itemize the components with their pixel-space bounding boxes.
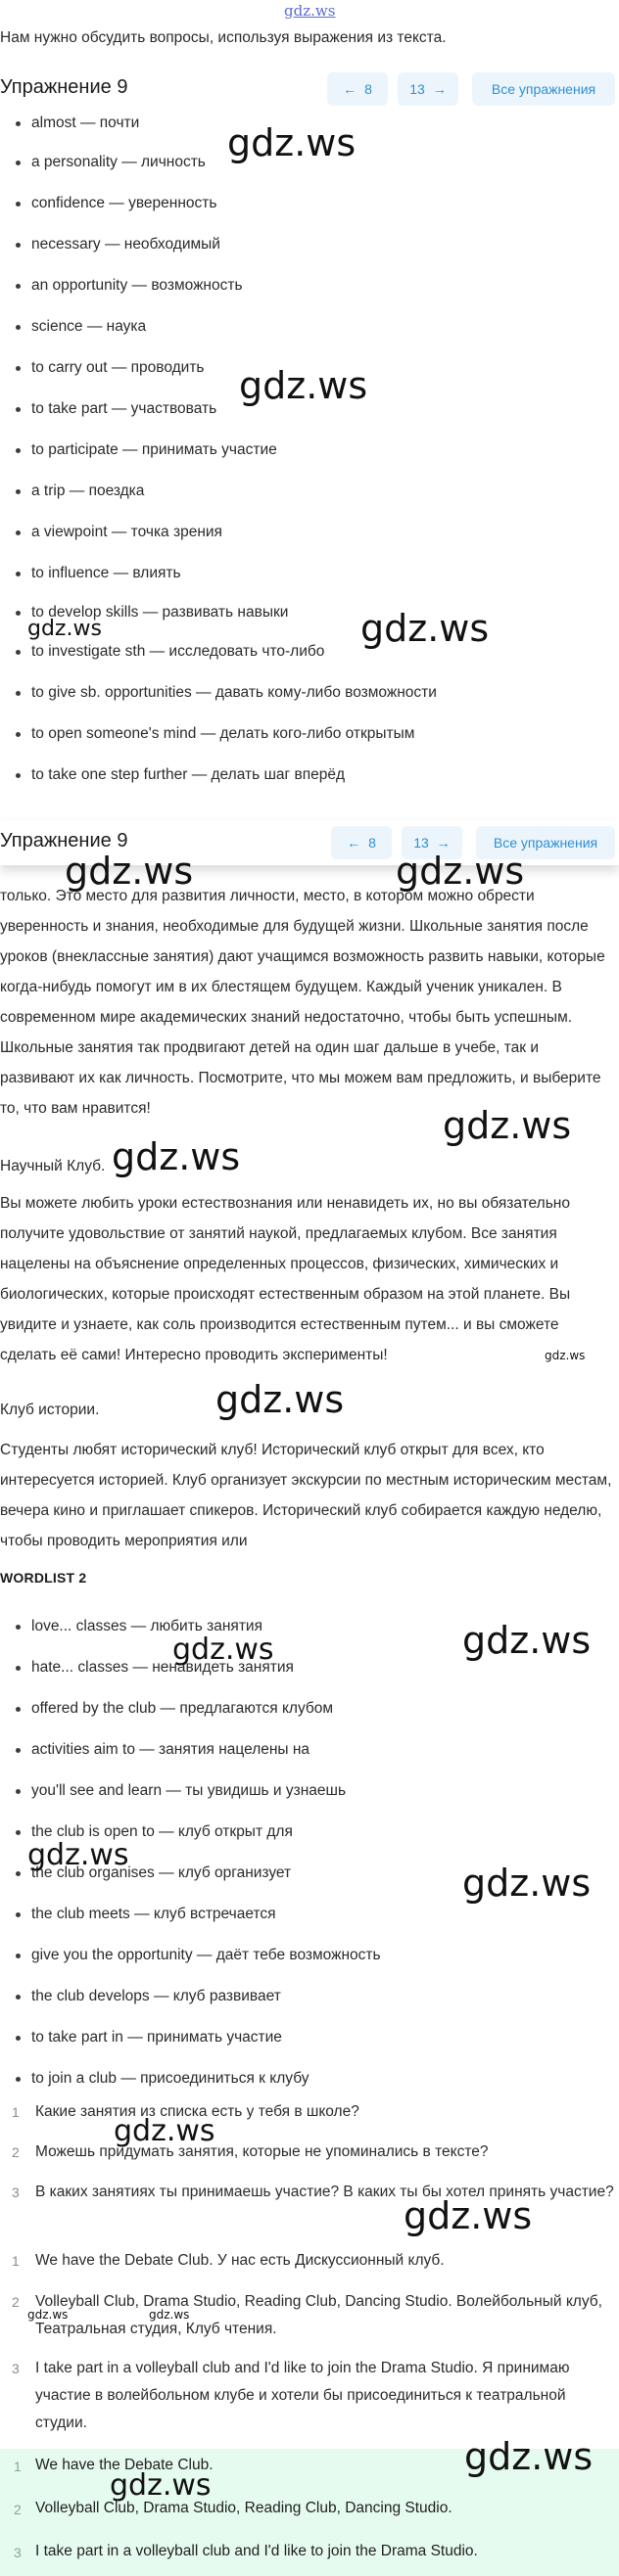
watermark: gdz.ws: [27, 617, 102, 641]
list-item: the club is open to — клуб открыт для: [0, 1822, 293, 1842]
watermark: gdz.ws: [112, 1135, 241, 1178]
list-item: hate... classes — ненавидеть занятия: [0, 1658, 294, 1678]
list-item: to influence — влиять: [0, 564, 181, 583]
text-paragraph: только. Это место для развития личности, место, в котором можно обрести уверенность и знания, необходимые для будущей жизни. Школьные занятия после уроков (внеклассные занятия) дают учащимся возможность развить навыки, которые когда-нибудь помогут им в их блестящем будущем. Каждый ученик уникален. В современном мире академических знаний недостаточно, чтобы быть успешным. Школьные занятия так продвигают детей на один шаг дальше в учебе, так и развивают их как личность. Посмотрите, что мы можем вам предложить, и выберите то, что вам нравится!: [0, 888, 605, 1117]
arrow-right-icon: →: [432, 81, 447, 97]
list-item: necessary — необходимый: [0, 235, 220, 254]
list-item: a trip — поездка: [0, 482, 144, 501]
watermark: gdz.ws: [462, 1619, 592, 1662]
next-exercise-button[interactable]: 13 →: [398, 72, 458, 106]
watermark: gdz.ws: [27, 1838, 129, 1872]
list-item: an opportunity — возможность: [0, 276, 243, 296]
list-item: the club organises — клуб организует: [0, 1863, 291, 1883]
list-item: to investigate sth — исследовать что-либо: [0, 642, 324, 662]
list-item: to develop skills — развивать навыки: [0, 603, 288, 622]
list-item: a personality — личность: [0, 153, 206, 172]
watermark: gdz.ws: [114, 2114, 215, 2148]
list-item: you'll see and learn — ты увидишь и узнаешь: [0, 1781, 346, 1801]
list-item: to open someone's mind — делать кого-либо открытым: [0, 724, 414, 744]
watermark: gdz.ws: [27, 2308, 69, 2322]
list-item: the club develops — клуб развивает: [0, 1987, 281, 2006]
list-item: confidence — уверенность: [0, 194, 216, 213]
all-exercises-button[interactable]: Все упражнения: [476, 826, 615, 859]
list-item: to join a club — присоединиться к клубу: [0, 2069, 309, 2089]
watermark: gdz.ws: [464, 2435, 594, 2478]
watermark: gdz.ws: [545, 1349, 586, 1362]
section-heading-science: Научный Клуб.: [0, 1158, 106, 1174]
answer-translation-item: 2 Volleyball Club, Drama Studio, Reading Club, Dancing Studio. Волейбольный клуб, Театральная студия, Клуб чтения.: [12, 2293, 602, 2337]
list-item: to participate — принимать участие: [0, 440, 277, 460]
intro-text: Нам нужно обсудить вопросы, используя выражения из текста.: [0, 29, 447, 46]
list-item: offered by the club — предлагаются клубом: [0, 1699, 333, 1719]
watermark: gdz.ws: [462, 1862, 592, 1905]
arrow-left-icon: ←: [347, 835, 361, 851]
prev-exercise-button[interactable]: ← 8: [331, 826, 392, 859]
list-item: love... classes — любить занятия: [0, 1617, 262, 1636]
prev-exercise-button[interactable]: ← 8: [327, 72, 388, 106]
all-exercises-button[interactable]: Все упражнения: [472, 72, 615, 106]
text-paragraph: Вы можете любить уроки естествознания или ненавидеть их, но вы обязательно получите удовольствие от занятий наукой, предлагаемых клубом. Все занятия нацелены на объяснение определенных процессов, физических, химических и биологических, которые происходят естественным образом на этой планете. Вы увидите и узнаете, как соль производится естественным путем... и вы сможете сделать её сами! Интересно проводить эксперименты!: [0, 1195, 571, 1363]
watermark: gdz.ws: [149, 2308, 190, 2322]
list-item: to give sb. opportunities — давать кому-либо возможности: [0, 683, 437, 703]
watermark: gdz.ws: [239, 364, 368, 407]
watermark: gdz.ws: [172, 1633, 274, 1667]
watermark: gdz.ws: [65, 850, 194, 893]
watermark: gdz.ws: [404, 2194, 533, 2237]
list-item: the club meets — клуб встречается: [0, 1905, 276, 1924]
question-item: 3 В каких занятиях ты принимаешь участие? В каких ты бы хотел принять участие?: [12, 2184, 614, 2200]
list-item: activities aim to — занятия нацелены на: [0, 1740, 310, 1760]
list-item: to take part — участвовать: [0, 399, 216, 419]
list-item: a viewpoint — точка зрения: [0, 523, 222, 542]
watermark: gdz.ws: [227, 121, 357, 164]
watermark: gdz.ws: [110, 2468, 212, 2503]
site-logo[interactable]: gdz.ws: [284, 2, 336, 20]
list-item: to take part in — принимать участие: [0, 2028, 282, 2047]
next-exercise-button[interactable]: 13 →: [402, 826, 462, 859]
wordlist-title: WORDLIST 2: [0, 1570, 87, 1586]
watermark: gdz.ws: [396, 850, 525, 893]
exercise-title: Упражнение 9: [0, 830, 128, 851]
answer-translation-item: 1 We have the Debate Club. У нас есть Дискуссионный клуб.: [12, 2252, 445, 2269]
list-item: give you the opportunity — даёт тебе возможность: [0, 1946, 381, 1965]
arrow-left-icon: ←: [343, 81, 357, 97]
text-paragraph: Студенты любят исторический клуб! Исторический клуб открыт для всех, кто интересуется историей. Клуб организует экскурсии по местным историческим местам, вечера кино и приглашает спикеров. Исторический клуб собирается каждую неделю, чтобы проводить мероприятия или: [0, 1442, 612, 1549]
list-item: to carry out — проводить: [0, 358, 205, 378]
list-item: to take one step further — делать шаг вперёд: [0, 765, 345, 785]
list-item: almost — почти: [0, 114, 139, 133]
question-item: 1 Какие занятия из списка есть у тебя в школе?: [12, 2103, 359, 2120]
answer-translation-item: 3 I take part in a volleyball club and I'd like to join the Drama Studio. Я принимаю участие в волейбольном клубе и хотели бы присоединиться к театральной студии.: [12, 2360, 570, 2431]
exercise-title: Упражнение 9: [0, 76, 128, 98]
arrow-right-icon: →: [436, 835, 451, 851]
watermark: gdz.ws: [215, 1378, 345, 1421]
section-heading-history: Клуб истории.: [0, 1402, 100, 1418]
list-item: science — наука: [0, 317, 146, 337]
watermark: gdz.ws: [443, 1104, 572, 1147]
question-item: 2 Можешь придумать занятия, которые не упоминались в тексте?: [12, 2143, 489, 2160]
exercise-header: [0, 67, 619, 112]
answer-block: 1 We have the Debate Club. 2 Volleyball Club, Drama Studio, Reading Club, Dancing Studio. 3 I take part in a volleyball club and I'd like to join the Drama Studio.: [0, 2449, 619, 2576]
watermark: gdz.ws: [360, 607, 490, 650]
